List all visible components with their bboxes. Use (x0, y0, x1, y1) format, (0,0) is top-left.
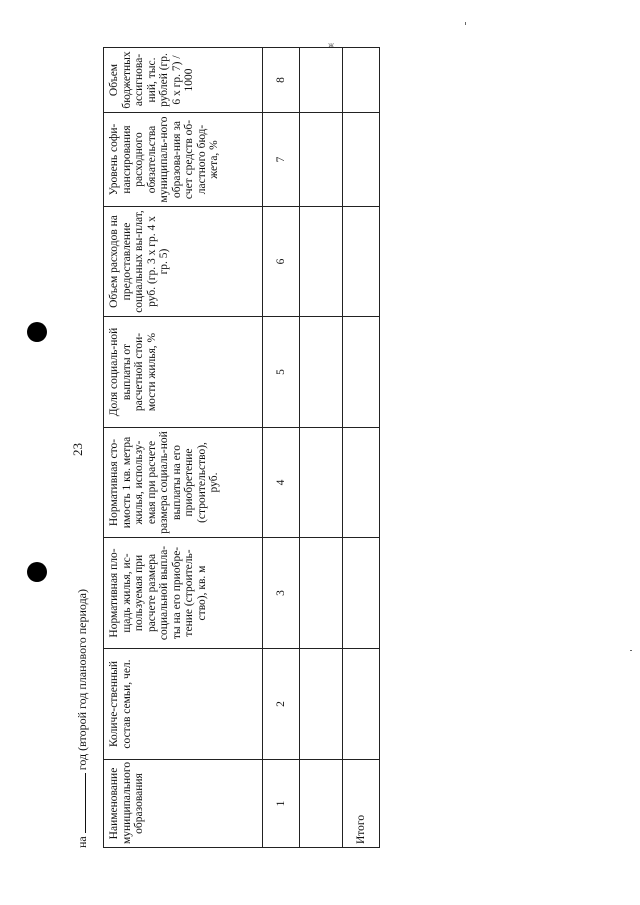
header-cell: Объем бюджетных ассигнова-ний, тыс. рублей (гр. 6 х гр. 7) / 1000 (104, 48, 263, 113)
page-number: 23 (70, 443, 85, 456)
column-number: 8 (263, 48, 300, 113)
table-cell (343, 113, 380, 207)
margin-mark: ж (328, 40, 335, 50)
scan-speck (465, 22, 466, 25)
table-cell (343, 48, 380, 113)
table-cell (300, 428, 343, 538)
header-row (104, 48, 263, 848)
column-number: 6 (263, 207, 300, 317)
table-cell (300, 113, 343, 207)
column-number: 3 (263, 538, 300, 649)
table-cell (343, 317, 380, 428)
empty-data-row (300, 48, 343, 848)
budget-table (103, 47, 380, 848)
caption-blank-line (75, 773, 86, 833)
column-number: 1 (263, 760, 300, 848)
table-cell (300, 649, 343, 760)
header-cell: Наименование муниципального образования (104, 760, 263, 848)
scan-speck (630, 650, 632, 651)
column-number: 4 (263, 428, 300, 538)
total-row (343, 48, 380, 848)
header-cell: Нормативная пло-щадь жилья, ис-пользуемая при расчете размера социальной выпла-ты на его приобре-тение (строитель-ство), кв. м (104, 538, 263, 649)
header-cell: Доля социаль-ной выплаты от расчетной стои-мости жилья, % (104, 317, 263, 428)
table-cell (343, 428, 380, 538)
punch-hole (27, 562, 47, 582)
column-number: 5 (263, 317, 300, 428)
header-cell: Количе-ственный состав семьи, чел. (104, 649, 263, 760)
column-number: 2 (263, 649, 300, 760)
table-cell (300, 760, 343, 848)
header-cell: Нормативная сто-имость 1 кв. метра жилья, использу-емая при расчете размера социаль-ной выплаты на его приобретение (строительство), руб. (104, 428, 263, 538)
table-cell (300, 48, 343, 113)
column-number: 7 (263, 113, 300, 207)
table-caption (75, 589, 90, 848)
table-cell (343, 538, 380, 649)
table-cell (300, 538, 343, 649)
punch-hole (27, 322, 47, 342)
table-cell (343, 649, 380, 760)
caption-suffix: год (второй год планового периода) (75, 588, 89, 771)
table-cell (300, 207, 343, 317)
rotated-content (48, 48, 367, 848)
caption-prefix: на (75, 836, 89, 848)
column-number-row (263, 48, 300, 848)
total-label: Итого (343, 760, 380, 848)
table-cell (343, 207, 380, 317)
header-cell: Объем расходов на предоставление социальных вы-плат, руб. (гр. 3 х гр. 4 х гр. 5) (104, 207, 263, 317)
header-cell: Уровень софи-нансирования расходного обязательства муниципаль-ного образова-ния за счет средств об-ластного бюд-жета, % (104, 113, 263, 207)
table-cell (300, 317, 343, 428)
